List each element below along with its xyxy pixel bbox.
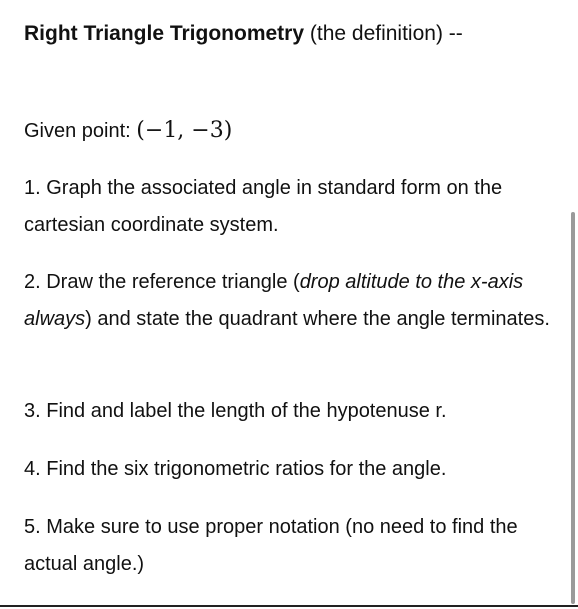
page-title (24, 20, 463, 48)
step-2-after: ) and state the quadrant where the angle terminates. (85, 308, 550, 330)
step-4-text: 4. Find the six trigonometric ratios for the angle. (24, 458, 447, 480)
step-5-text: 5. Make sure to use proper notation (no need to find the actual angle.) (24, 516, 518, 575)
step-2-italic: drop altitude to the x-axis always (24, 271, 524, 330)
given-point-label: Given point: (24, 120, 137, 142)
title-subtitle-text: (the definition) -- (304, 22, 463, 45)
given-point-line (24, 112, 554, 150)
vertical-scrollbar[interactable] (571, 212, 575, 604)
step-2-text (24, 264, 554, 338)
step-2-before: 2. Draw the reference triangle ( (24, 271, 300, 293)
step-3-text: 3. Find and label the length of the hypotenuse r. (24, 400, 447, 422)
given-point-value: (−1, −3) (136, 118, 233, 143)
step-1-text: 1. Graph the associated angle in standard form on the cartesian coordinate system. (24, 177, 503, 236)
title-bold-text: Right Triangle Trigonometry (24, 22, 305, 45)
bottom-divider (0, 605, 578, 607)
